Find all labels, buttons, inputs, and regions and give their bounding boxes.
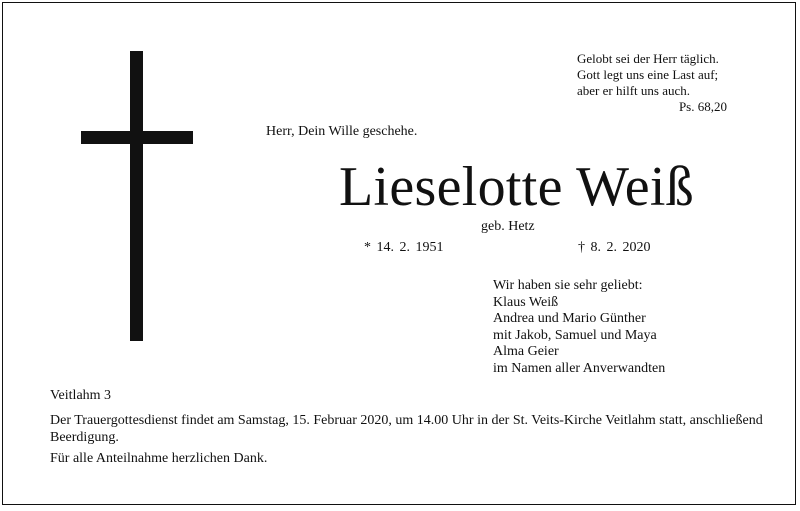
cross-icon [81, 51, 193, 341]
deceased-name: Lieselotte Weiß [339, 156, 695, 218]
obituary-notice [2, 2, 796, 505]
maiden-name: geb. Hetz [481, 219, 535, 234]
address: Veitlahm 3 [50, 388, 112, 403]
mourners-line: Wir haben sie sehr geliebt: [493, 278, 643, 293]
bible-verse [577, 51, 737, 115]
mourners-line: im Namen aller Anverwandten [493, 360, 666, 376]
funeral-service-text: Der Trauergottesdienst findet am Samstag, 15. Februar 2020, um 14.00 Uhr in der St. Veits-Kirche Veitlahm statt, anschließend Beerdigung. [50, 413, 763, 445]
verse-line: Gott legt uns eine Last auf; [577, 67, 719, 82]
mourners-line: mit Jakob, Samuel und Maya [493, 327, 657, 343]
mourners-line: Alma Geier [493, 344, 559, 359]
verse-line: Gelobt sei der Herr täglich. [577, 51, 719, 66]
birth-date: * 14. 2. 1951 [364, 240, 444, 255]
thanks-text: Für alle Anteilnahme herzlichen Dank. [50, 451, 268, 466]
verse-reference: Ps. 68,20 [678, 99, 727, 114]
intro-text: Herr, Dein Wille geschehe. [266, 124, 418, 139]
mourners-line: Klaus Weiß [493, 294, 559, 310]
death-date: † 8. 2. 2020 [578, 240, 651, 255]
mourners-line: Andrea und Mario Günther [493, 311, 646, 326]
verse-line: aber er hilft uns auch. [577, 83, 690, 98]
mourners-list [493, 278, 665, 377]
